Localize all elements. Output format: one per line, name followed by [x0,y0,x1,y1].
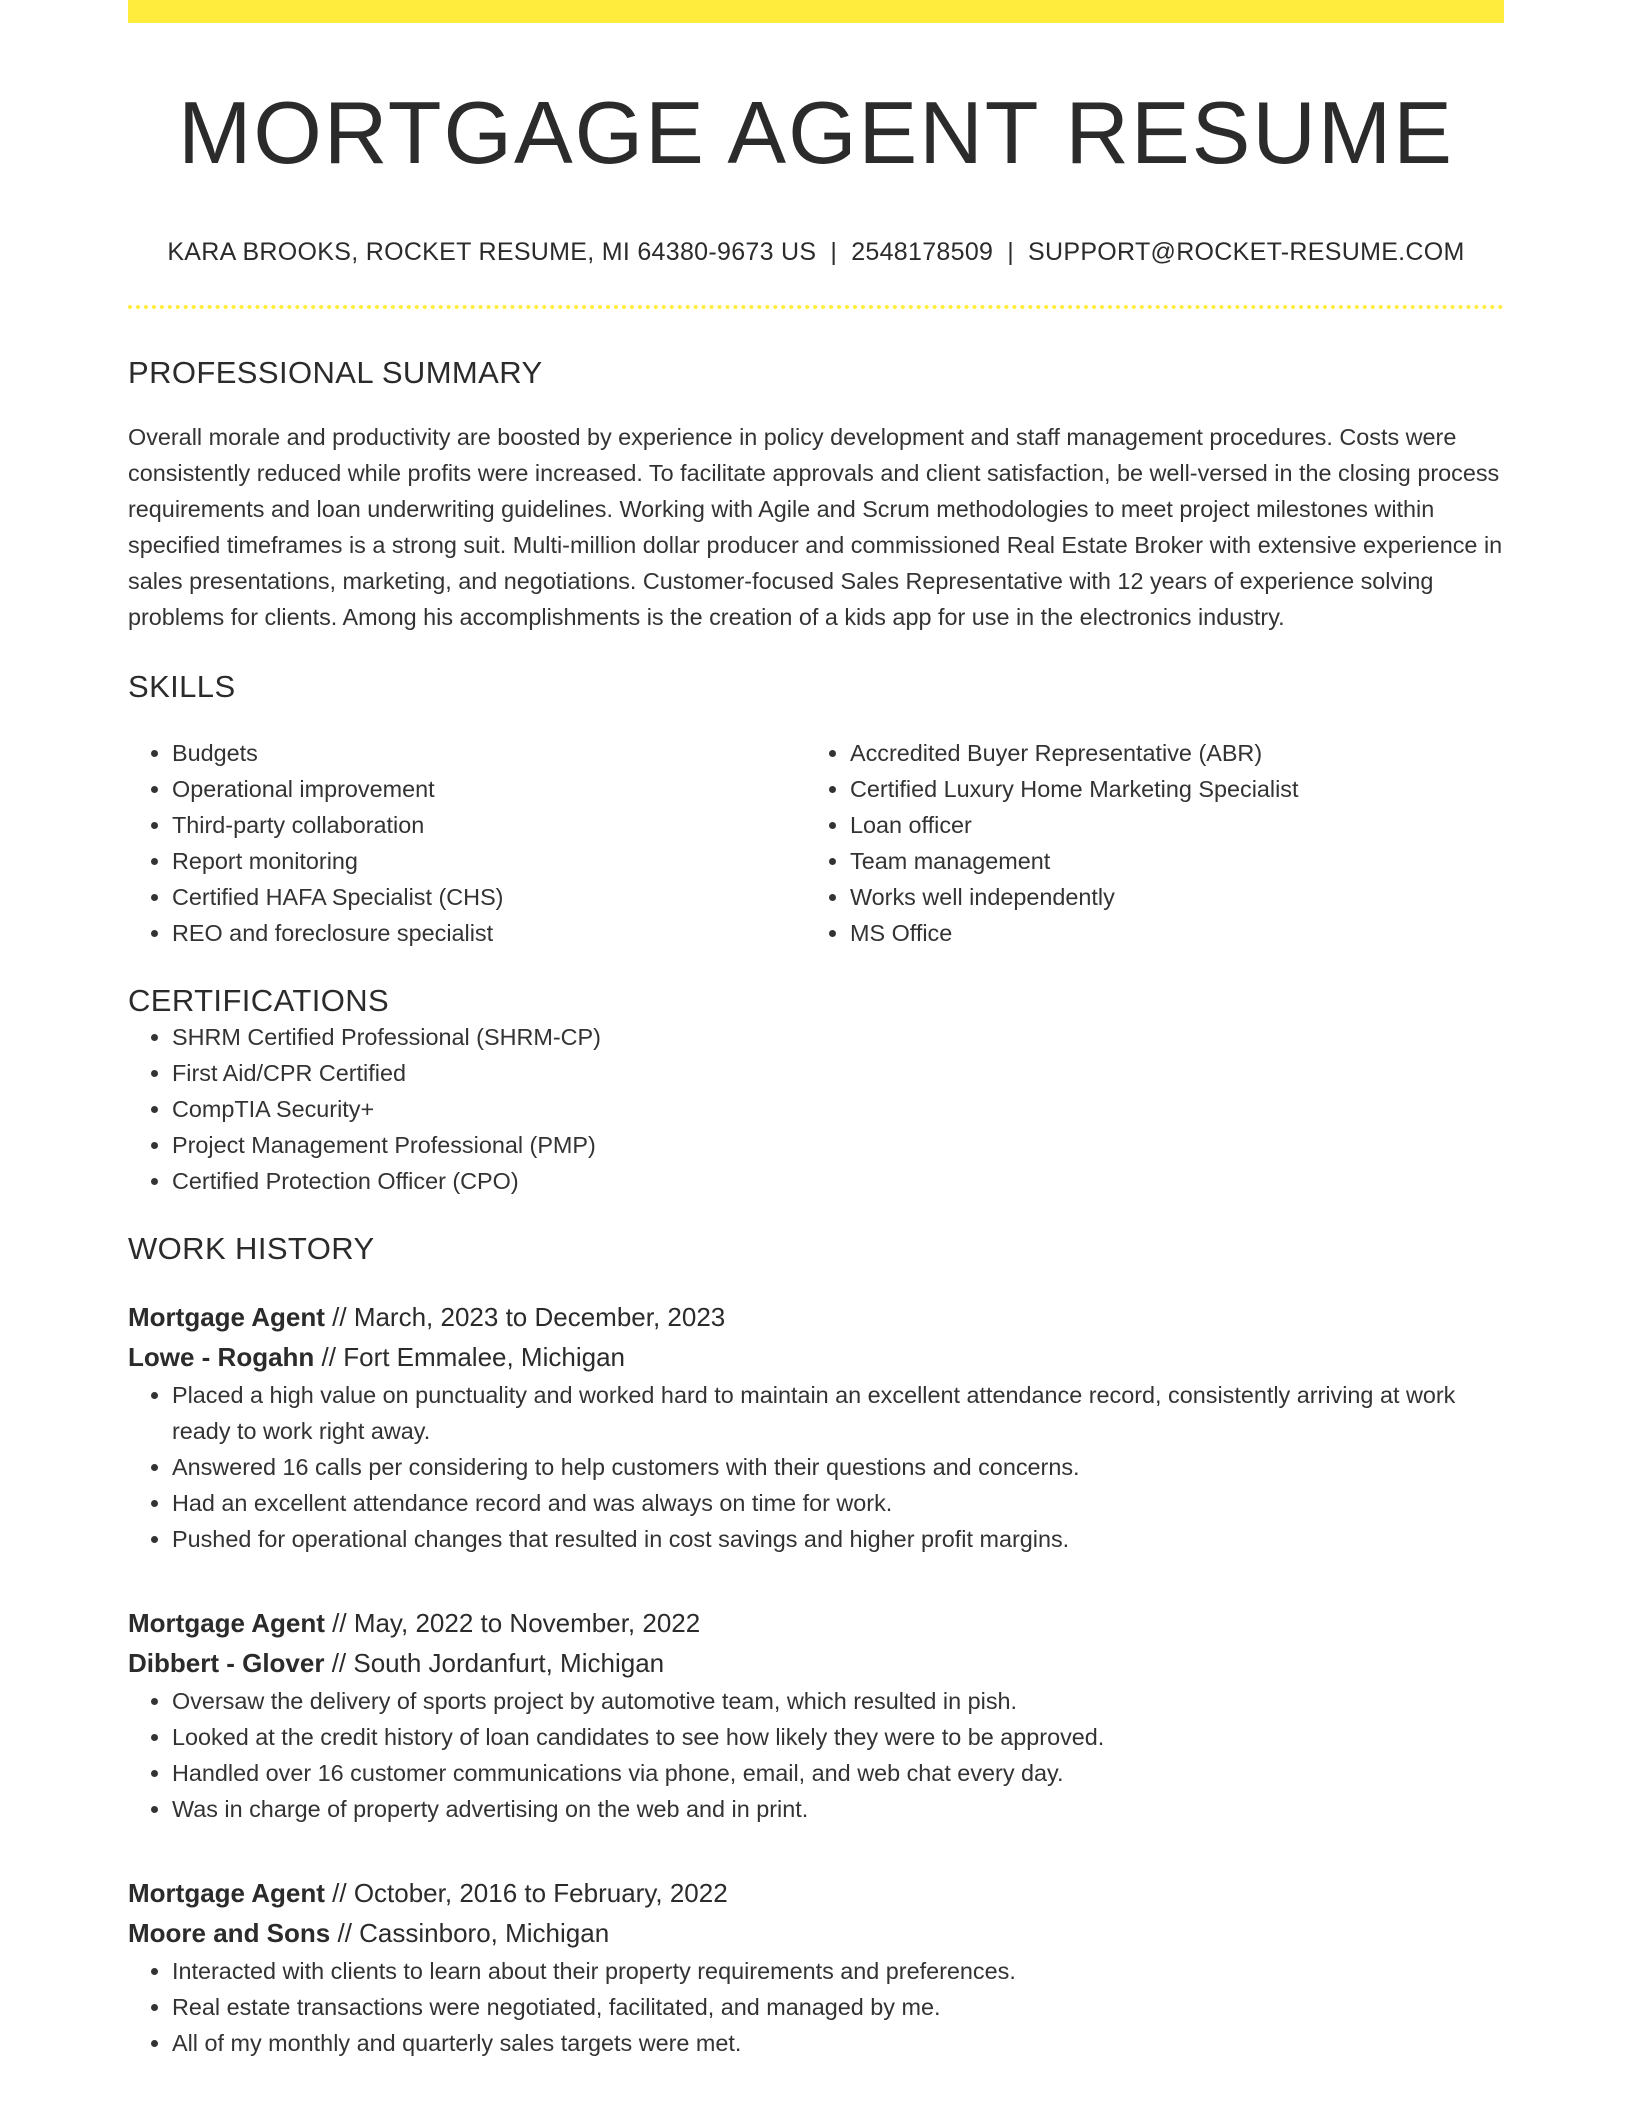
skill-item: • Report monitoring [172,843,806,879]
job-bullet: • Placed a high value on punctuality and worked hard to maintain an excellent attendance record, consistently arriving at work ready to work right away. [172,1377,1504,1449]
job-company: Lowe - Rogahn [128,1341,315,1372]
certification-item: • First Aid/CPR Certified [172,1055,1504,1091]
job-bullets [128,1683,1504,1827]
job-entry [128,1873,1504,2061]
job-bullet: • Oversaw the delivery of sports project by automotive team, which resulted in pish. [172,1683,1504,1719]
job-title-line [128,1297,1504,1337]
contact-separator: | [1007,237,1015,266]
resume-page [128,0,1504,2061]
certification-item: • SHRM Certified Professional (SHRM-CP) [172,1019,1504,1055]
certification-item: • CompTIA Security+ [172,1091,1504,1127]
contact-phone: 2548178509 [851,237,994,266]
skills-list-right [806,735,1484,951]
job-bullets [128,1953,1504,2061]
skill-item: • Third-party collaboration [172,807,806,843]
job-company: Moore and Sons [128,1917,331,1948]
job-bullets [128,1377,1504,1557]
skill-item: • Accredited Buyer Representative (ABR) [850,735,1484,771]
job-company-line [128,1643,1504,1683]
certification-item: • Certified Protection Officer (CPO) [172,1163,1504,1199]
job-role: Mortgage Agent [128,1301,325,1332]
contact-email: SUPPORT@ROCKET-RESUME.COM [1028,237,1465,266]
job-role: Mortgage Agent [128,1607,325,1638]
job-entry [128,1297,1504,1557]
job-title-line [128,1603,1504,1643]
job-bullet: • Interacted with clients to learn about their property requirements and preferences. [172,1953,1504,1989]
job-bullet: • Answered 16 calls per considering to help customers with their questions and concerns. [172,1449,1504,1485]
skill-item: • Budgets [172,735,806,771]
skill-item: • Loan officer [850,807,1484,843]
certifications-list [128,1019,1504,1199]
skill-item: • Team management [850,843,1484,879]
skills-heading: SKILLS [128,668,236,704]
work-history-heading: WORK HISTORY [128,1230,375,1266]
skills-column-right [806,735,1484,951]
skill-item: • REO and foreclosure specialist [172,915,806,951]
skills-column-left [128,735,806,951]
job-location: // Cassinboro, Michigan [330,1917,610,1948]
skill-item: • MS Office [850,915,1484,951]
skill-item: • Operational improvement [172,771,806,807]
job-location: // South Jordanfurt, Michigan [324,1647,665,1678]
job-dates: // March, 2023 to December, 2023 [324,1301,726,1332]
job-bullet: • All of my monthly and quarterly sales targets were met. [172,2025,1504,2061]
job-bullet: • Pushed for operational changes that resulted in cost savings and higher profit margins. [172,1521,1504,1557]
summary-heading: PROFESSIONAL SUMMARY [128,354,543,390]
skills-columns [128,735,1504,951]
contact-separator: | [830,237,838,266]
skill-item: • Certified HAFA Specialist (CHS) [172,879,806,915]
skills-list-left [128,735,806,951]
summary-text: Overall morale and productivity are boosted by experience in policy development and staff management procedures. Costs were consistently reduced while profits were increased. To facilitate approvals and client satisfaction, be well-versed in the closing process requirements and loan underwriting guidelines. Working with Agile and Scrum methodologies to meet project milestones within specified timeframes is a strong suit. Multi-million dollar producer and commissioned Real Estate Broker with extensive experience in sales presentations, marketing, and negotiations. Customer-focused Sales Representative with 12 years of experience solving problems for clients. Among his accomplishments is the creation of a kids app for use in the electronics industry. [128,423,1503,630]
resume-title: MORTGAGE AGENT RESUME [178,83,1454,182]
job-location: // Fort Emmalee, Michigan [314,1341,625,1372]
contact-address: KARA BROOKS, ROCKET RESUME, MI 64380-9673 US [167,237,817,266]
job-dates: // May, 2022 to November, 2022 [324,1607,701,1638]
contact-line [128,238,1504,267]
certification-item: • Project Management Professional (PMP) [172,1127,1504,1163]
job-bullet: • Had an excellent attendance record and was always on time for work. [172,1485,1504,1521]
job-bullet: • Handled over 16 customer communications via phone, email, and web chat every day. [172,1755,1504,1791]
skill-item: • Certified Luxury Home Marketing Specialist [850,771,1484,807]
certifications-heading: CERTIFICATIONS [128,982,390,1018]
job-bullet: • Looked at the credit history of loan candidates to see how likely they were to be approved. [172,1719,1504,1755]
job-dates: // October, 2016 to February, 2022 [324,1877,728,1908]
accent-top-bar [128,0,1504,23]
job-bullet: • Was in charge of property advertising on the web and in print. [172,1791,1504,1827]
job-company-line [128,1337,1504,1377]
dotted-divider [128,305,1504,309]
job-company: Dibbert - Glover [128,1647,325,1678]
job-title-line [128,1873,1504,1913]
job-entry [128,1603,1504,1827]
job-company-line [128,1913,1504,1953]
skill-item: • Works well independently [850,879,1484,915]
job-bullet: • Real estate transactions were negotiated, facilitated, and managed by me. [172,1989,1504,2025]
job-role: Mortgage Agent [128,1877,325,1908]
